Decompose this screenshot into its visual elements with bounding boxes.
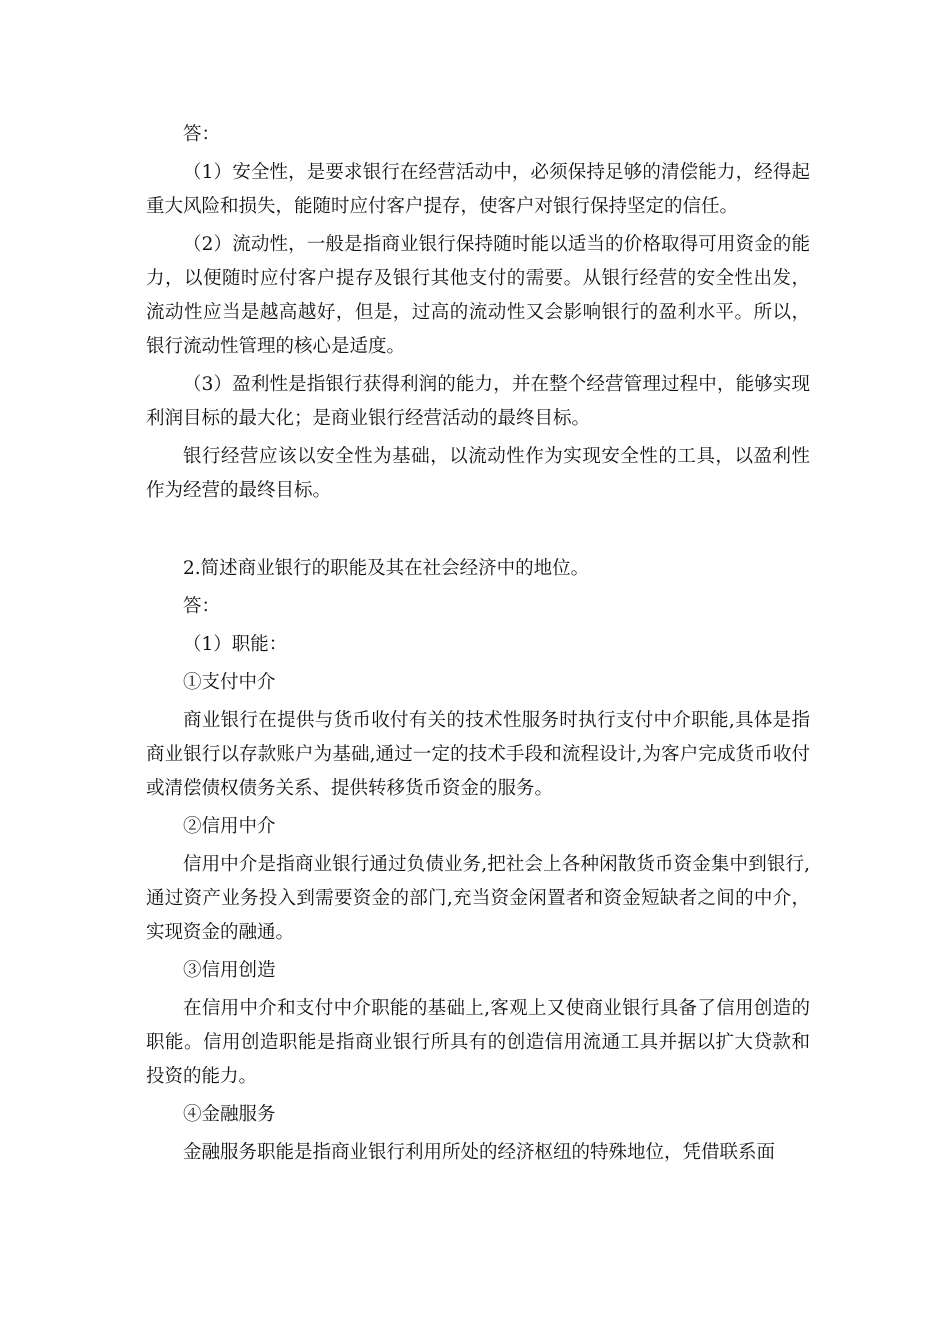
function-text-financial-services: 金融服务职能是指商业银行利用所处的经济枢纽的特殊地位，凭借联系面 <box>183 1142 776 1163</box>
liquidity-paragraph: （2）流动性，一般是指商业银行保持随时能以适当的价格取得可用资金的能力，以便随时应付客户提存及银行其他支付的需要。从银行经营的安全性出发，流动性应当是越高越好，但是，过高的流动性又会影响银行的盈利水平。所以，银行流动性管理的核心是适度。 <box>146 234 810 357</box>
document-body <box>146 118 810 1174</box>
function-text-credit-creation: 在信用中介和支付中介职能的基础上,客观上又使商业银行具备了信用创造的职能。信用创造职能是指商业银行所具有的创造信用流通工具并据以扩大贷款和投资的能力。 <box>146 998 810 1087</box>
function-title-credit-creation: ③信用创造 <box>183 960 276 981</box>
summary-paragraph: 银行经营应该以安全性为基础，以流动性作为实现安全性的工具，以盈利性作为经营的最终目标。 <box>146 446 810 501</box>
profitability-paragraph: （3）盈利性是指银行获得利润的能力，并在整个经营管理过程中，能够实现利润目标的最大化；是商业银行经营活动的最终目标。 <box>146 374 810 429</box>
function-title-financial-services: ④金融服务 <box>183 1104 276 1125</box>
answer-label-1: 答： <box>183 124 221 145</box>
function-title-credit-intermediary: ②信用中介 <box>183 816 276 837</box>
safety-paragraph: （1）安全性，是要求银行在经营活动中，必须保持足够的清偿能力，经得起重大风险和损失，能随时应付客户提存，使客户对银行保持坚定的信任。 <box>146 162 810 217</box>
functions-heading: （1）职能： <box>183 634 288 655</box>
question-2: 2.简述商业银行的职能及其在社会经济中的地位。 <box>183 558 590 579</box>
answer-label-2: 答： <box>183 596 221 617</box>
function-title-payment: ①支付中介 <box>183 672 276 693</box>
section-gap <box>146 512 810 552</box>
function-text-credit-intermediary: 信用中介是指商业银行通过负债业务,把社会上各种闲散货币资金集中到银行,通过资产业务投入到需要资金的部门,充当资金闲置者和资金短缺者之间的中介，实现资金的融通。 <box>146 854 810 943</box>
function-text-payment: 商业银行在提供与货币收付有关的技术性服务时执行支付中介职能,具体是指商业银行以存款账户为基础,通过一定的技术手段和流程设计,为客户完成货币收付或清偿债权债务关系、提供转移货币资金的服务。 <box>146 710 810 799</box>
